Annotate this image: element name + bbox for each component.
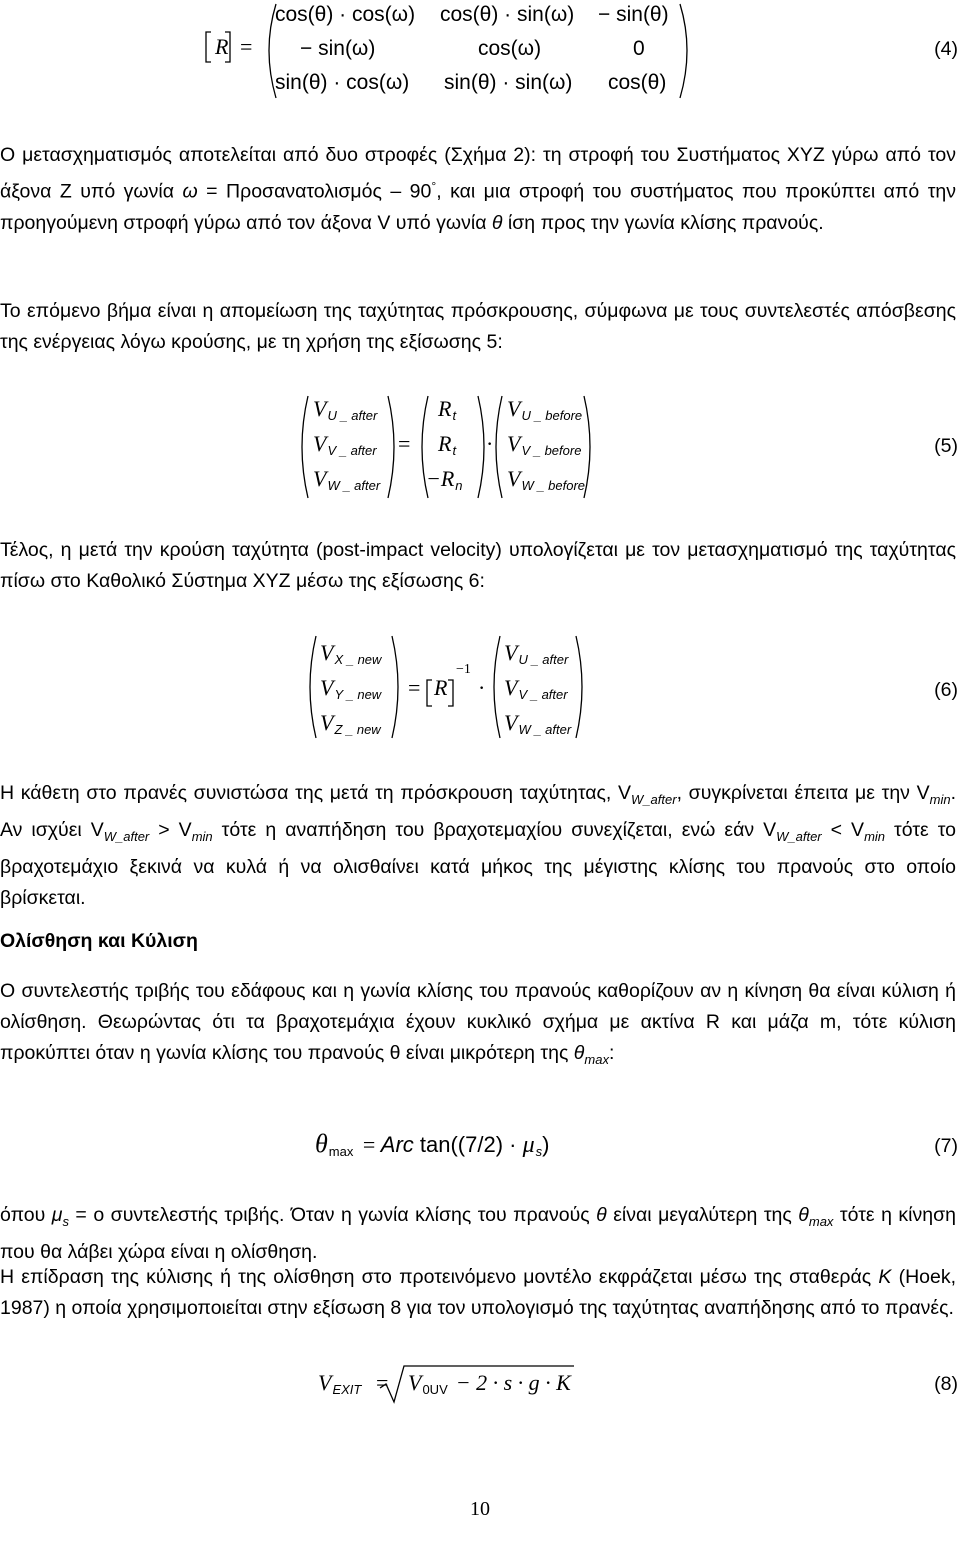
equation-8 [0, 1362, 960, 1407]
eq4-cell-2-0: sin(θ) · cos(ω) [275, 71, 410, 94]
eq5-lhs-1: VV _ after [313, 431, 377, 458]
eq5-number: (5) [934, 435, 958, 457]
eq5-lhs-0: VU _ after [313, 396, 378, 423]
eq8-radicand: V0UV − 2 · s · g · K [408, 1370, 571, 1397]
eq6-lhs-1: VY _ new [320, 675, 382, 702]
eq4-cell-1-0: − sin(ω) [300, 37, 376, 60]
equation-4 [0, 0, 960, 105]
paragraph-normal-component: Η κάθετη στο πρανές συνιστώσα της μετά τη πρόσκρουση ταχύτητας, $V_{W\_after}$, συγκρίνεται έπειτα με την $V_{min}$. Αν ισχύει $V_{W\_after} > V_{min}$ τότε η αναπήδηση του βραχοτεμαχίου συνεχίζεται, ενώ εάν $V_{W\_after} < V_{min}$ τότε το βραχοτεμάχιο ξεκινά να κυλά ή να ολισθαίνει κατά μήκος της μέγιστης κλίσης του πρανούς στο οποίο βρίσκεται. [0, 782, 957, 909]
eq4-cell-0-0: cos(θ) · cos(ω) [275, 3, 416, 26]
equation-5 [0, 392, 960, 507]
eq4-lhs: R [215, 34, 229, 59]
eq5-parens [0, 392, 960, 507]
paragraph-hoek: Η επίδραση της κύλισης ή της ολίσθηση στο προτεινόμενο μοντέλο εκφράζεται μέσω της σταθεράς K (Hoek, 1987) η οποία χρησιμοποιείται στην εξίσωση 8 για τον υπολογισμό της ταχύτητας αναπήδησης από το πρανές. [0, 1266, 957, 1319]
eq4-equals: = [240, 34, 253, 59]
eq6-equals: = [408, 675, 421, 700]
section-heading: Ολίσθηση και Κύλιση [0, 930, 198, 952]
eq4-cell-1-2: 0 [633, 37, 645, 60]
eq5-rhs-1: VV _ before [507, 431, 582, 458]
paragraph-rotation: Ο μετασχηματισμός αποτελείται από δυο στροφές (Σχήμα 2): τη στροφή του Συστήματος XYZ γύρω από τον άξονα Z υπό γωνία ω = Προσανατολισμός – 90°, και μια στροφή του συστήματος που προκύπτει από την προηγούμενη στροφή γύρω από τον άξονα V υπό γωνία θ ίση προς την γωνία κλίσης πρανούς. [0, 144, 956, 234]
eq5-rhs-0: VU _ before [507, 396, 583, 423]
eq7-number: (7) [934, 1135, 958, 1157]
eq5-coef-1: Rt [438, 431, 457, 458]
eq4-cell-0-2: − sin(θ) [598, 3, 669, 26]
eq5-lhs-2: VW _ after [313, 466, 381, 493]
eq5-coef-0: Rt [438, 396, 457, 423]
eq5-dot: · [486, 431, 494, 456]
paragraph-sliding: όπου $\mu_s = o$ συντελεστής τριβής. Όταν η γωνία κλίσης του πρανούς θ είναι μεγαλύτερη της $\theta_{max}$ τότε η κίνηση που θα λάβει χώρα είναι η ολίσθηση. [0, 1204, 956, 1263]
eq8-number: (8) [934, 1373, 958, 1395]
eq4-cell-1-1: cos(ω) [478, 37, 542, 60]
eq6-matrix-r: R [434, 675, 448, 700]
paragraph-velocity-reduction: Το επόμενο βήμα είναι η απομείωση της ταχύτητας πρόσκρουσης, σύμφωνα με τους συντελεστές απόσβεσης της ενέργειας λόγω κρούσης, με τη χρήση της εξίσωσης 5: [0, 300, 956, 353]
eq8-equals: = [376, 1370, 389, 1395]
eq6-rhs-0: VU _ after [504, 640, 569, 667]
eq6-lhs-0: VX _ new [320, 640, 382, 667]
paragraph-post-impact: Τέλος, η μετά την κρούση ταχύτητα (post-impact velocity) υπολογίζεται με τον μετασχηματισμό της ταχύτητας πίσω στο Καθολικό Σύστημα XYZ μέσω της εξίσωσης 6: [0, 539, 956, 592]
paragraph-friction: Ο συντελεστής τριβής του εδάφους και η γωνία κλίσης του πρανούς καθορίζουν αν η κίνηση θα είναι κύλιση ή ολίσθηση. Θεωρώντας ότι τα βραχοτεμάχια έχουν κυκλικό σχήμα με ακτίνα R και μάζα m, τότε κύλιση προκύπτει όταν η γωνία κλίσης του πρανούς θ είναι μικρότερη της $\theta_{max}$: [0, 980, 956, 1067]
eq7-body: θmax = Arc tan((7/2) · μs) [315, 1129, 550, 1159]
eq5-rhs-2: VW _ before [507, 466, 586, 493]
eq6-power: −1 [456, 662, 471, 677]
eq6-number: (6) [934, 679, 958, 701]
eq6-rhs-2: VW _ after [504, 710, 572, 737]
eq5-coef-2: −Rn [426, 466, 463, 493]
eq4-cell-2-1: sin(θ) · sin(ω) [444, 71, 573, 94]
eq4-cell-0-1: cos(θ) · sin(ω) [440, 3, 575, 26]
equation-6 [0, 632, 960, 747]
page-number: 10 [470, 1498, 490, 1520]
eq4-number: (4) [934, 38, 958, 60]
eq6-dot: · [478, 675, 486, 700]
eq8-lhs: VEXIT [318, 1370, 362, 1397]
eq6-rhs-1: VV _ after [504, 675, 568, 702]
eq5-equals: = [398, 431, 411, 456]
eq4-cell-2-2: cos(θ) [608, 71, 667, 94]
eq6-lhs-2: VZ _ new [320, 710, 381, 737]
equation-7 [0, 1125, 960, 1165]
